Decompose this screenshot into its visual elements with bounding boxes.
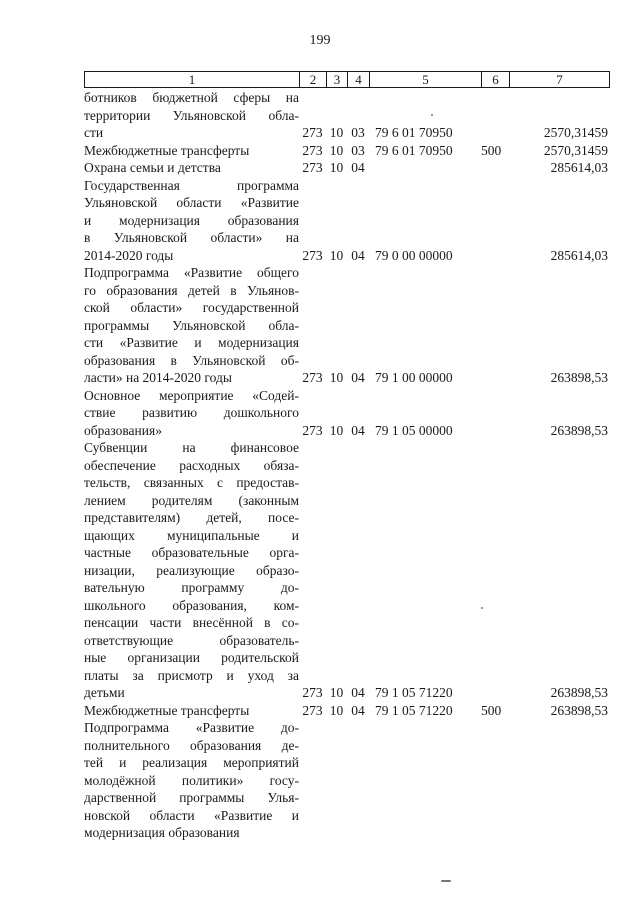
description-line: обеспечение расходных обяза- <box>84 457 299 473</box>
expense-type-code: 500 <box>481 142 502 158</box>
column-header-6: 6 <box>482 72 510 87</box>
amount: 2570,31459 <box>543 125 608 140</box>
column-header-2: 2 <box>300 72 327 87</box>
ministry-code: 273 <box>302 142 323 158</box>
description-line: Основное мероприятие «Содей- <box>84 387 299 403</box>
description-line: ской области» государственной <box>84 300 299 315</box>
row-description <box>84 387 299 440</box>
page-number: 199 <box>309 33 331 48</box>
subsection-code: 04 <box>351 685 365 700</box>
description-line: Ульяновской области «Развитие <box>84 195 299 210</box>
amount: 263898,53 <box>550 685 608 700</box>
table-row <box>84 89 610 142</box>
description-line: ствие развитию дошкольного <box>84 405 299 420</box>
amount: 285614,03 <box>550 247 608 263</box>
description-line: ные организации родительской <box>84 650 299 665</box>
description-line: низации, реализующие образо- <box>84 562 299 578</box>
column-header-1: 1 <box>85 72 300 87</box>
ministry-code: 273 <box>302 247 323 263</box>
section-code: 10 <box>329 247 344 263</box>
section-code: 10 <box>329 125 344 140</box>
row-description <box>84 159 299 177</box>
description-line: платы за присмотр и уход за <box>84 667 299 683</box>
row-description <box>84 264 299 387</box>
amount: 263898,53 <box>550 422 608 438</box>
description-line: сти <box>84 125 104 140</box>
table-row <box>84 159 610 177</box>
column-header-7: 7 <box>556 72 563 87</box>
subsection-code: 04 <box>351 370 365 385</box>
subsection-code: 04 <box>351 160 365 175</box>
description-line: и модернизация образования <box>84 212 299 228</box>
target-article-code: 79 0 00 00000 <box>375 247 453 263</box>
budget-table-body <box>84 89 610 842</box>
target-article-code: 79 1 05 71220 <box>375 685 453 700</box>
row-description <box>84 719 299 842</box>
column-header-4: 4 <box>348 72 370 87</box>
subsection-code: 04 <box>351 702 365 718</box>
section-code: 10 <box>329 685 344 700</box>
description-line: Субвенции на финансовое <box>84 440 299 455</box>
section-code: 10 <box>329 702 344 718</box>
description-line: Подпрограмма «Развитие до- <box>84 720 299 735</box>
table-row <box>84 702 610 720</box>
row-description <box>84 439 299 702</box>
description-line: школьного образования, ком- <box>84 597 299 613</box>
scan-speck <box>441 880 451 882</box>
description-line: Охрана семьи и детства <box>84 160 221 175</box>
description-line: вательную программу до- <box>84 580 299 595</box>
table-row <box>84 264 610 387</box>
table-row <box>84 719 610 842</box>
subsection-code: 03 <box>351 142 365 158</box>
description-line: тей и реализация мероприятий <box>84 755 299 770</box>
description-line: тельств, связанных с предостав- <box>84 475 299 490</box>
subsection-code: 04 <box>351 247 365 263</box>
table-header <box>84 71 610 88</box>
description-line: молодёжной политики» госу- <box>84 772 299 788</box>
description-line: образования в Ульяновской об- <box>84 352 299 368</box>
description-line: полнительного образования де- <box>84 737 299 753</box>
scan-speck <box>431 114 433 116</box>
ministry-code: 273 <box>302 702 323 718</box>
description-line: пенсации части внесённой в со- <box>84 615 299 630</box>
scan-speck <box>481 607 483 609</box>
expense-type-code: 500 <box>481 702 502 718</box>
table-row <box>84 439 610 702</box>
target-article-code: 79 6 01 70950 <box>375 142 453 158</box>
row-description <box>84 142 299 160</box>
target-article-code: 79 1 05 71220 <box>375 702 453 718</box>
section-code: 10 <box>329 370 344 385</box>
table-row <box>84 177 610 265</box>
row-description <box>84 89 299 142</box>
row-description <box>84 177 299 265</box>
amount: 2570,31459 <box>543 142 608 158</box>
column-header-5: 5 <box>370 72 482 87</box>
description-line: лением родителям (законным <box>84 492 299 508</box>
table-row <box>84 142 610 160</box>
target-article-code: 79 6 01 70950 <box>375 125 453 140</box>
description-line: Межбюджетные трансферты <box>84 142 250 158</box>
ministry-code: 273 <box>302 370 323 385</box>
ministry-code: 273 <box>302 160 323 175</box>
description-line: Межбюджетные трансферты <box>84 702 250 718</box>
description-line: щающих муниципальные и <box>84 527 299 543</box>
description-line: ботников бюджетной сферы на <box>84 90 299 105</box>
description-line: образования» <box>84 422 162 438</box>
description-line: детьми <box>84 685 125 700</box>
description-line: ответствующие образователь- <box>84 632 299 648</box>
subsection-code: 03 <box>351 125 365 140</box>
ministry-code: 273 <box>302 422 323 438</box>
description-line: сти «Развитие и модернизация <box>84 335 299 350</box>
description-line: ласти» на 2014-2020 годы <box>84 370 232 385</box>
target-article-code: 79 1 00 00000 <box>375 370 453 385</box>
description-line: дарственной программы Улья- <box>84 790 299 805</box>
ministry-code: 273 <box>302 125 323 140</box>
description-line: в Ульяновской области» на <box>84 230 299 245</box>
amount: 285614,03 <box>550 160 608 175</box>
target-article-code: 79 1 05 00000 <box>375 422 453 438</box>
amount: 263898,53 <box>550 702 608 718</box>
subsection-code: 04 <box>351 422 365 438</box>
description-line: модернизация образования <box>84 825 240 840</box>
description-line: частные образовательные орга- <box>84 545 299 560</box>
section-code: 10 <box>329 160 344 175</box>
amount: 263898,53 <box>550 370 608 385</box>
table-row <box>84 387 610 440</box>
section-code: 10 <box>329 422 344 438</box>
section-code: 10 <box>329 142 344 158</box>
row-description <box>84 702 299 720</box>
description-line: Подпрограмма «Развитие общего <box>84 265 299 280</box>
description-line: 2014-2020 годы <box>84 247 174 263</box>
description-line: программы Ульяновской обла- <box>84 317 299 333</box>
description-line: Государственная программа <box>84 177 299 193</box>
column-header-3: 3 <box>327 72 348 87</box>
description-line: новской области «Развитие и <box>84 807 299 823</box>
ministry-code: 273 <box>302 685 323 700</box>
description-line: го образования детей в Ульянов- <box>84 282 299 298</box>
description-line: представителям) детей, посе- <box>84 510 299 525</box>
description-line: территории Ульяновской обла- <box>84 107 299 123</box>
